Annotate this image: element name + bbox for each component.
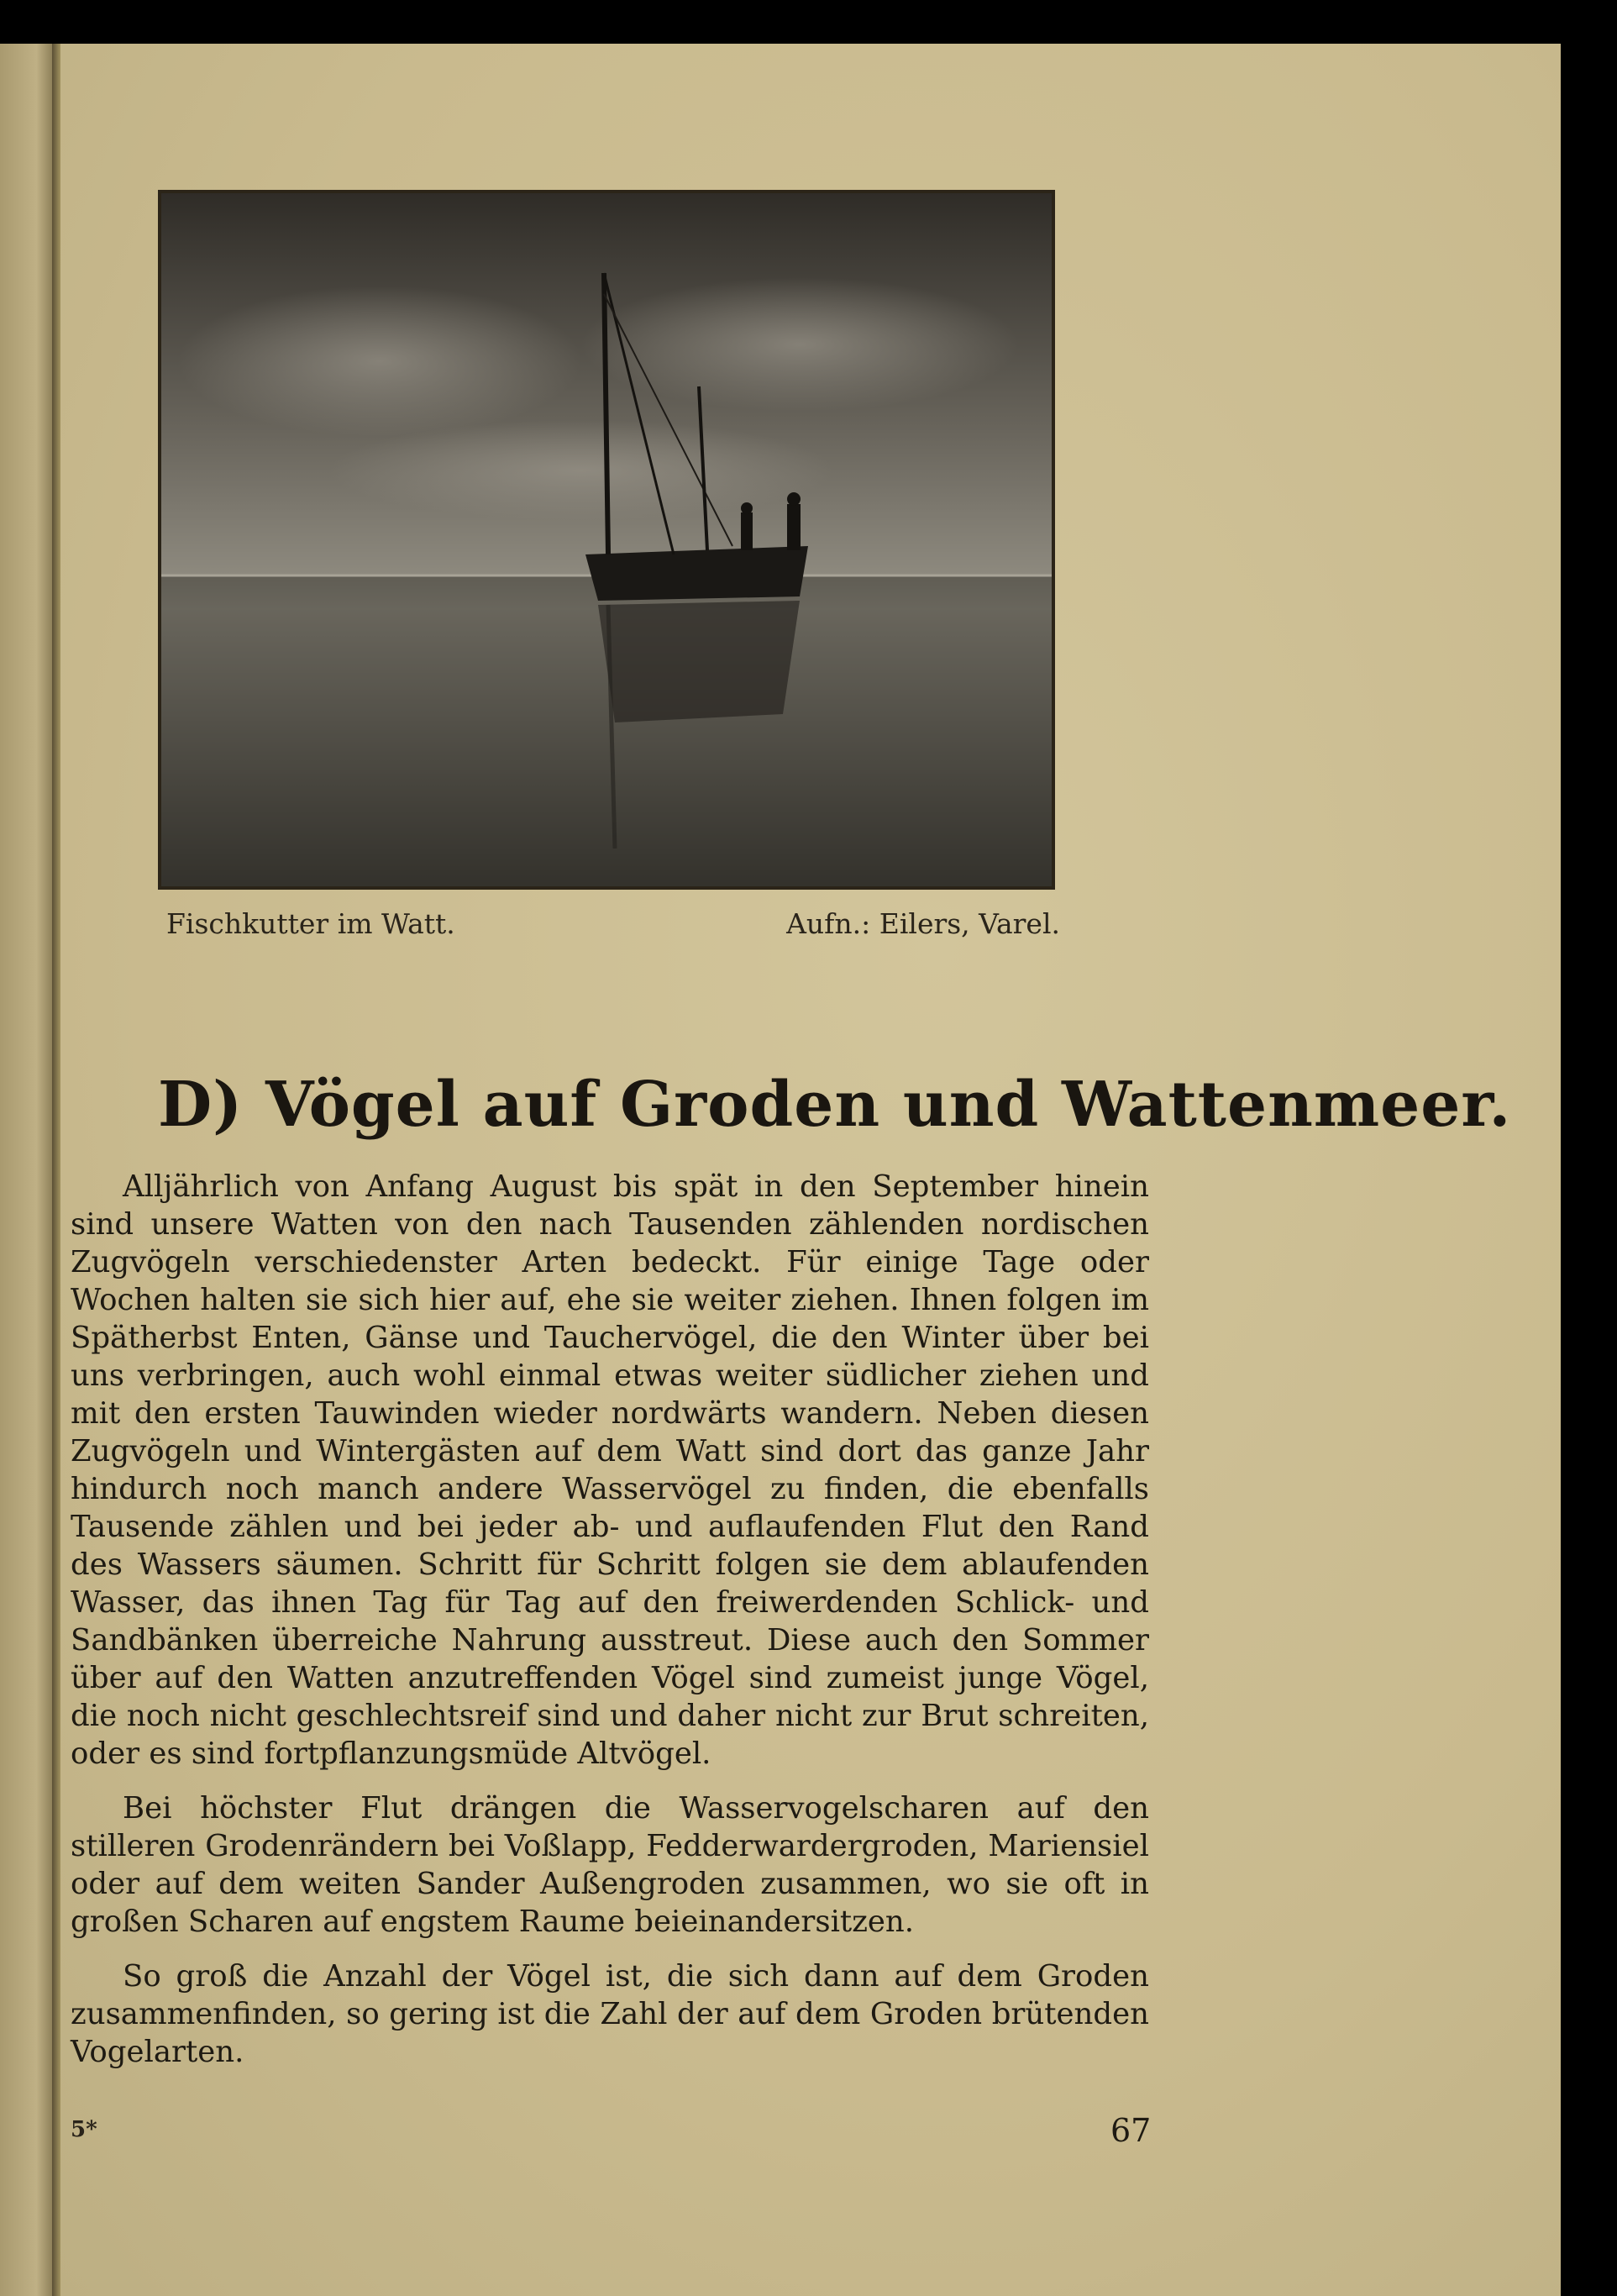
photo-credit: Aufn.: Eilers, Varel.	[786, 907, 1060, 940]
paragraph: Alljährlich von Anfang August bis spät in den September hinein sind unsere Watten von den nach Tausenden zählenden nordischen Zugvögeln verschiedenster Arten bedeckt. Für einige Tage oder Wochen halten sie sich hier auf, ehe sie weiter ziehen. Ihnen folgen im Spätherbst Enten, Gänse und Tauchervögel, die den Winter über bei uns verbringen, auch wohl einmal etwas weiter südlicher ziehen und mit den ersten Tauwinden wieder nordwärts wandern. Neben diesen Zugvögeln und Wintergästen auf dem Watt sind dort das ganze Jahr hindurch noch manch andere Wasservögel zu finden, die ebenfalls Tausende zählen und bei jeder ab- und auflaufenden Flut den Rand des Wassers säumen. Schritt für Schritt folgen sie dem ablaufenden Wasser, das ihnen Tag für Tag auf den freiwerdenden Schlick- und Sandbänken überreiche Nahrung ausstreut. Diese auch den Sommer über auf den Watten anzutreffenden Vögel sind zumeist junge Vögel, die noch nicht geschlechtsreif sind und daher nicht zur Brut schreiten, oder es sind fortpflanzungsmüde Altvögel.	[71, 1169, 1149, 1771]
book-gutter	[52, 44, 60, 2296]
section-heading: D) Vögel auf Groden und Wattenmeer.	[158, 1069, 1512, 1141]
body-text	[71, 1168, 1149, 2088]
facing-page-edge	[0, 44, 52, 2296]
photo-caption: Fischkutter im Watt.	[166, 907, 455, 940]
photo-image	[161, 193, 1052, 886]
signature-mark: 5*	[71, 2117, 97, 2142]
fishing-cutter-photo	[158, 190, 1055, 890]
book-page	[0, 44, 1561, 2296]
page-number: 67	[1110, 2112, 1152, 2149]
paragraph: So groß die Anzahl der Vögel ist, die sich dann auf dem Groden zusammenfinden, so gering ist die Zahl der auf dem Groden brütenden Vogelarten.	[71, 1959, 1149, 2069]
paragraph: Bei höchster Flut drängen die Wasservogelscharen auf den stilleren Grodenrändern bei Voßlapp, Fedderwardergroden, Mariensiel oder auf dem weiten Sander Außengroden zusammen, wo sie oft in großen Scharen auf engstem Raume beieinandersitzen.	[71, 1791, 1149, 1939]
